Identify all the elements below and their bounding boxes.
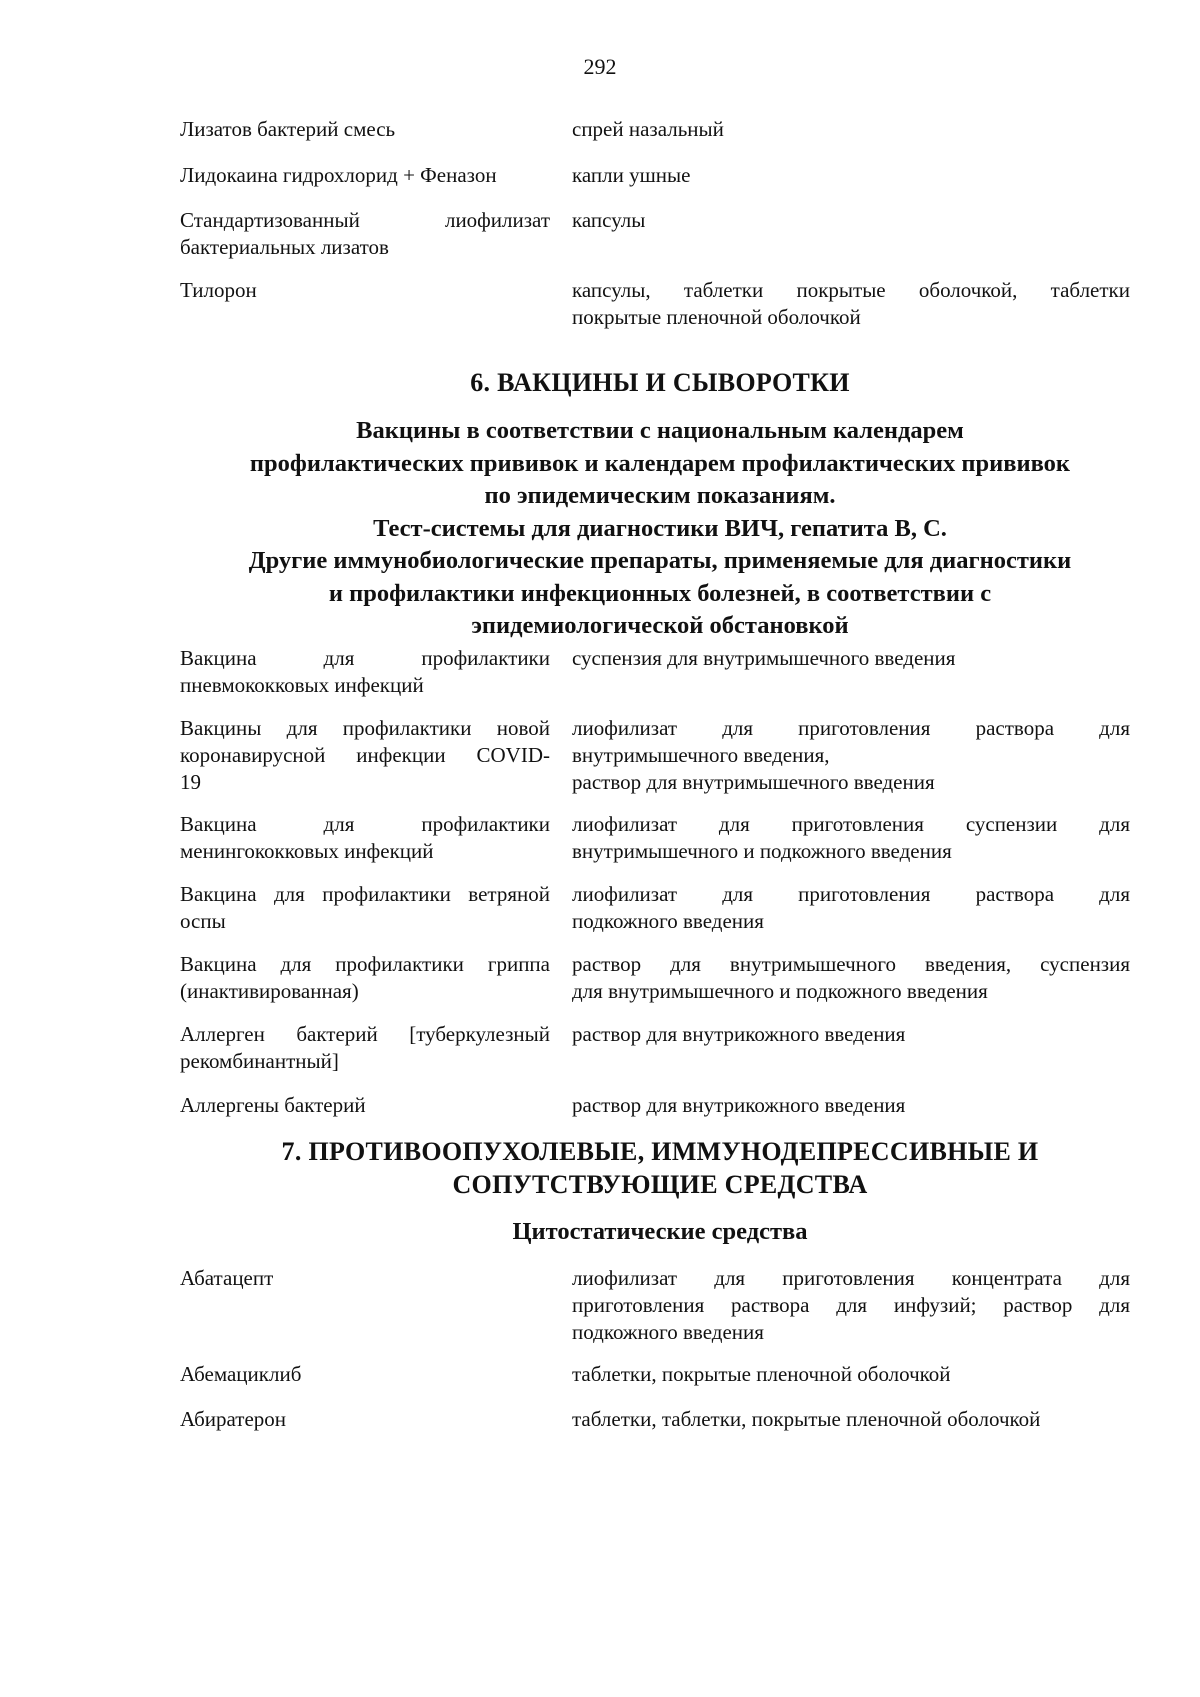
- table-row: [180, 1092, 1140, 1119]
- table-row: [180, 811, 1140, 865]
- section-subtitle: Вакцины в соответствии с национальным календарем профилактических прививок и календарем профилактических прививок по эпидемическим показаниям. Тест-системы для диагностики ВИЧ, гепатита B, C. Другие иммунобиологические препараты, применяемые для диагностики и профилактики инфекционных болезней, в соответствии с эпидемиологической обстановкой: [248, 417, 1072, 639]
- section-title: 6. ВАКЦИНЫ И СЫВОРОТКИ: [470, 368, 850, 397]
- drug-name: Лидокаина гидрохлорид + Феназон: [180, 163, 497, 187]
- drug-name: Вакцина для профилактики гриппа (инактивированная): [180, 952, 550, 1003]
- drug-form: лиофилизат для приготовления суспензии для внутримышечного и подкожного введения: [572, 812, 1130, 863]
- table-row: [180, 1021, 1140, 1075]
- drug-form: раствор для внутрикожного введения: [572, 1093, 906, 1117]
- drug-name: Вакцина для профилактики менингококковых инфекций: [180, 812, 550, 863]
- drug-form: капсулы: [572, 208, 646, 232]
- drug-name: Абиратерон: [180, 1407, 287, 1431]
- drug-name: Лизатов бактерий смесь: [180, 117, 396, 141]
- drug-form: лиофилизат для приготовления концентрата для приготовления раствора для инфузий; раствор для подкожного введения: [572, 1266, 1130, 1344]
- drug-name: Аллергены бактерий: [180, 1093, 366, 1117]
- drug-form: лиофилизат для приготовления раствора для внутримышечного введения, раствор для внутримышечного введения: [572, 716, 1130, 794]
- drug-name: Абатацепт: [180, 1266, 274, 1290]
- table-row: [180, 715, 1140, 796]
- table-row: [180, 1361, 1140, 1388]
- table-row: [180, 162, 1140, 189]
- table-row: [180, 951, 1140, 1005]
- drug-form: суспензия для внутримышечного введения: [572, 646, 956, 670]
- drug-name: Вакцины для профилактики новой коронавирусной инфекции COVID- 19: [180, 716, 550, 794]
- section-subtitle: Цитостатические средства: [512, 1218, 808, 1245]
- table-row: [180, 881, 1140, 935]
- drug-form: раствор для внутрикожного введения: [572, 1022, 906, 1046]
- table-row: [180, 1265, 1140, 1346]
- section-title: 7. ПРОТИВООПУХОЛЕВЫЕ, ИММУНОДЕПРЕССИВНЫЕ И СОПУТСТВУЮЩИЕ СРЕДСТВА: [281, 1137, 1039, 1199]
- table-row: [180, 645, 1140, 699]
- drug-name: Вакцина для профилактики ветряной оспы: [180, 882, 550, 933]
- drug-name: Абемациклиб: [180, 1362, 302, 1386]
- table-row: [180, 1406, 1140, 1433]
- drug-form: таблетки, таблетки, покрытые пленочной оболочкой: [572, 1407, 1041, 1431]
- page-number: 292: [583, 54, 617, 79]
- drug-name: Стандартизованный лиофилизат бактериальных лизатов: [180, 208, 550, 259]
- drug-name: Тилорон: [180, 278, 257, 302]
- drug-form: спрей назальный: [572, 117, 724, 141]
- drug-form: раствор для внутримышечного введения, суспензия для внутримышечного и подкожного введения: [572, 952, 1130, 1003]
- drug-form: капли ушные: [572, 163, 691, 187]
- drug-name: Вакцина для профилактики пневмококковых инфекций: [180, 646, 550, 697]
- drug-name: Аллерген бактерий [туберкулезный рекомбинантный]: [180, 1022, 550, 1073]
- drug-form: капсулы, таблетки покрытые оболочкой, таблетки покрытые пленочной оболочкой: [572, 278, 1130, 329]
- table-row: [180, 207, 1140, 261]
- table-row: [180, 116, 1140, 143]
- drug-form: таблетки, покрытые пленочной оболочкой: [572, 1362, 951, 1386]
- drug-form: лиофилизат для приготовления раствора для подкожного введения: [572, 882, 1130, 933]
- table-row: [180, 277, 1140, 331]
